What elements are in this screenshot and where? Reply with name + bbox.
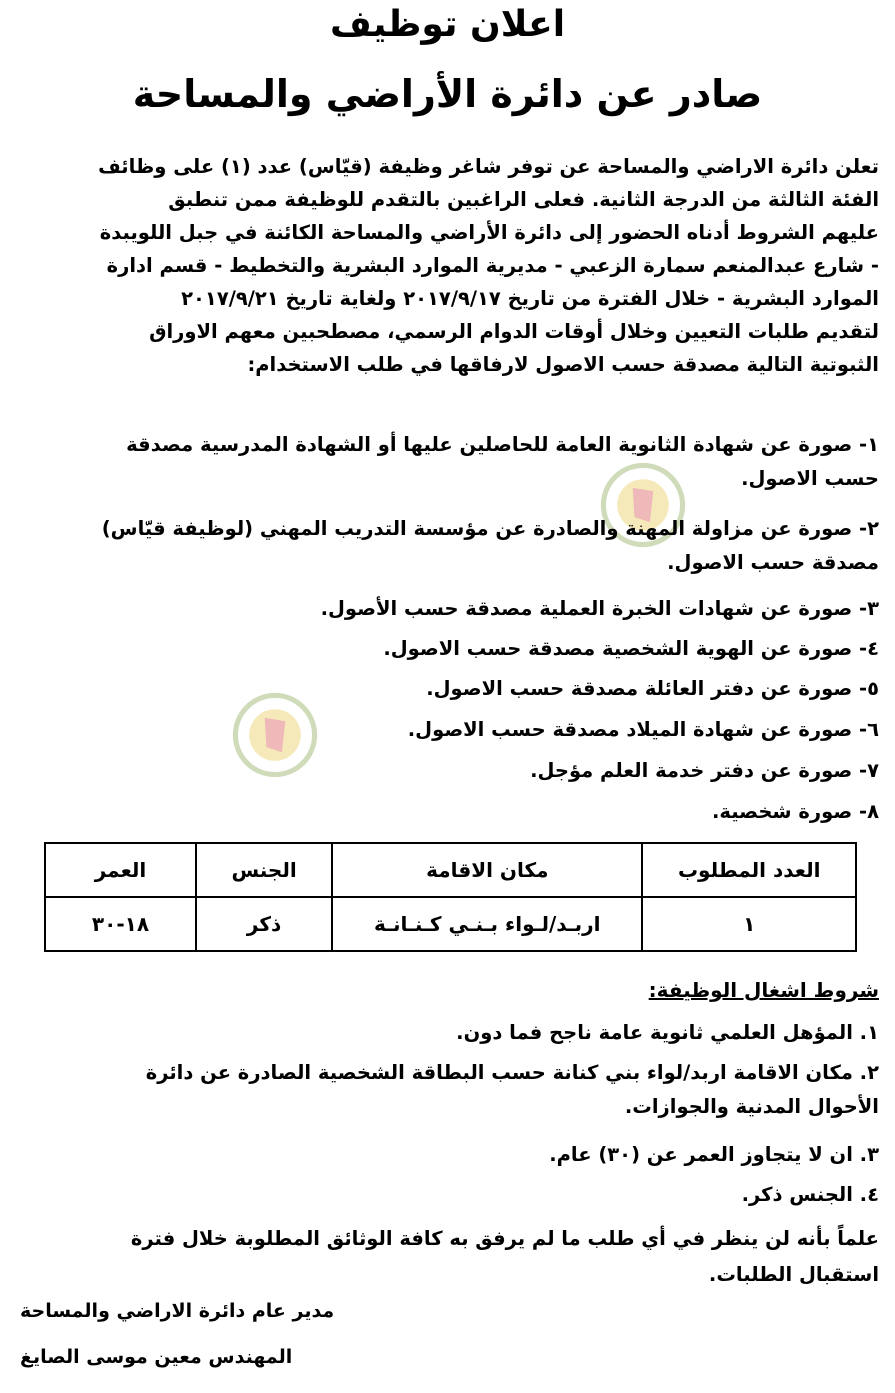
condition-item-2	[11, 1056, 879, 1124]
document-item-8	[11, 795, 879, 829]
document-item-3	[11, 592, 879, 626]
document-item-2	[11, 512, 879, 580]
document-item-1	[11, 428, 879, 496]
condition-item-1	[11, 1016, 879, 1050]
document-item-5	[11, 672, 879, 706]
condition-line: الأحوال المدنية والجوازات.	[624, 1095, 879, 1118]
condition-line: ١. المؤهل العلمي ثانوية عامة ناجح فما دون.	[456, 1021, 879, 1044]
intro-line: الفئة الثالثة من الدرجة الثانية. فعلى الراغبين بالتقدم للوظيفة ممن تنطبق	[168, 188, 879, 211]
document-item-7	[11, 754, 879, 788]
announcement-title: اعلان توظيف	[329, 4, 566, 45]
table-cell: ١	[642, 897, 856, 951]
document-line: ٥- صورة عن دفتر العائلة مصدقة حسب الاصول.	[426, 677, 879, 700]
intro-line: - شارع عبدالمنعم سمارة الزعبي - مديرية الموارد البشرية والتخطيط - قسم ادارة	[106, 254, 879, 277]
document-line: ٤- صورة عن الهوية الشخصية مصدقة حسب الاصول.	[383, 637, 879, 660]
document-line: ٣- صورة عن شهادات الخبرة العملية مصدقة حسب الأصول.	[320, 597, 879, 620]
table-cell: اربـد/لـواء بـنـي كـنـانـة	[332, 897, 642, 951]
note-line: استقبال الطلبات.	[708, 1263, 879, 1286]
table-header: مكان الاقامة	[332, 843, 642, 897]
document-line: مصدقة حسب الاصول.	[667, 551, 879, 574]
condition-item-3	[11, 1138, 879, 1172]
document-line: ٨- صورة شخصية.	[711, 800, 879, 823]
document-line: ٦- صورة عن شهادة الميلاد مصدقة حسب الاصول.	[407, 718, 879, 741]
table-header: الجنس	[196, 843, 332, 897]
condition-line: ٣. ان لا يتجاوز العمر عن (٣٠) عام.	[549, 1143, 879, 1166]
document-line: ٧- صورة عن دفتر خدمة العلم مؤجل.	[530, 759, 879, 782]
condition-line: ٤. الجنس ذكر.	[741, 1183, 879, 1206]
table-header: العدد المطلوب	[642, 843, 856, 897]
document-line: ١- صورة عن شهادة الثانوية العامة للحاصلين عليها أو الشهادة المدرسية مصدقة	[126, 433, 879, 456]
note-paragraph	[11, 1221, 879, 1293]
document-item-4	[11, 632, 879, 666]
table-cell: ذكر	[196, 897, 332, 951]
document-item-6	[11, 713, 879, 747]
document-line: حسب الاصول.	[741, 467, 879, 490]
intro-line: الثبوتية التالية مصدقة حسب الاصول لارفاقها في طلب الاستخدام:	[247, 353, 879, 376]
intro-line: الموارد البشرية - خلال الفترة من تاريخ ٢٠١٧/٩/١٧ ولغاية تاريخ ٢٠١٧/٩/٢١	[181, 287, 879, 310]
signature-title: مدير عام دائرة الاراضي والمساحة	[20, 1300, 335, 1322]
announcement-subtitle: صادر عن دائرة الأراضي والمساحة	[132, 72, 763, 116]
signature-name: المهندس معين موسى الصايغ	[20, 1346, 293, 1368]
note-line: علماً بأنه لن ينظر في أي طلب ما لم يرفق به كافة الوثائق المطلوبة خلال فترة	[130, 1227, 879, 1250]
condition-line: ٢. مكان الاقامة اربد/لواء بني كنانة حسب البطاقة الشخصية الصادرة عن دائرة	[145, 1061, 879, 1084]
table-header-row	[45, 843, 856, 897]
intro-line: تعلن دائرة الاراضي والمساحة عن توفر شاغر وظيفة (قيّاس) عدد (١) على وظائف	[98, 155, 879, 178]
intro-line: عليهم الشروط أدناه الحضور إلى دائرة الأراضي والمساحة الكائنة في جبل اللويبدة	[99, 221, 879, 244]
document-line: ٢- صورة عن مزاولة المهنة والصادرة عن مؤسسة التدريب المهني (لوظيفة قيّاس)	[101, 517, 879, 540]
condition-item-4	[11, 1178, 879, 1212]
table-header: العمر	[45, 843, 196, 897]
conditions-heading: شروط اشغال الوظيفة:	[648, 978, 879, 1002]
vacancy-table	[44, 842, 857, 952]
intro-paragraph	[11, 150, 879, 381]
table-row	[45, 897, 856, 951]
intro-line: لتقديم طلبات التعيين وخلال أوقات الدوام الرسمي، مصطحبين معهم الاوراق	[149, 320, 879, 343]
table-cell: ١٨-٣٠	[45, 897, 196, 951]
